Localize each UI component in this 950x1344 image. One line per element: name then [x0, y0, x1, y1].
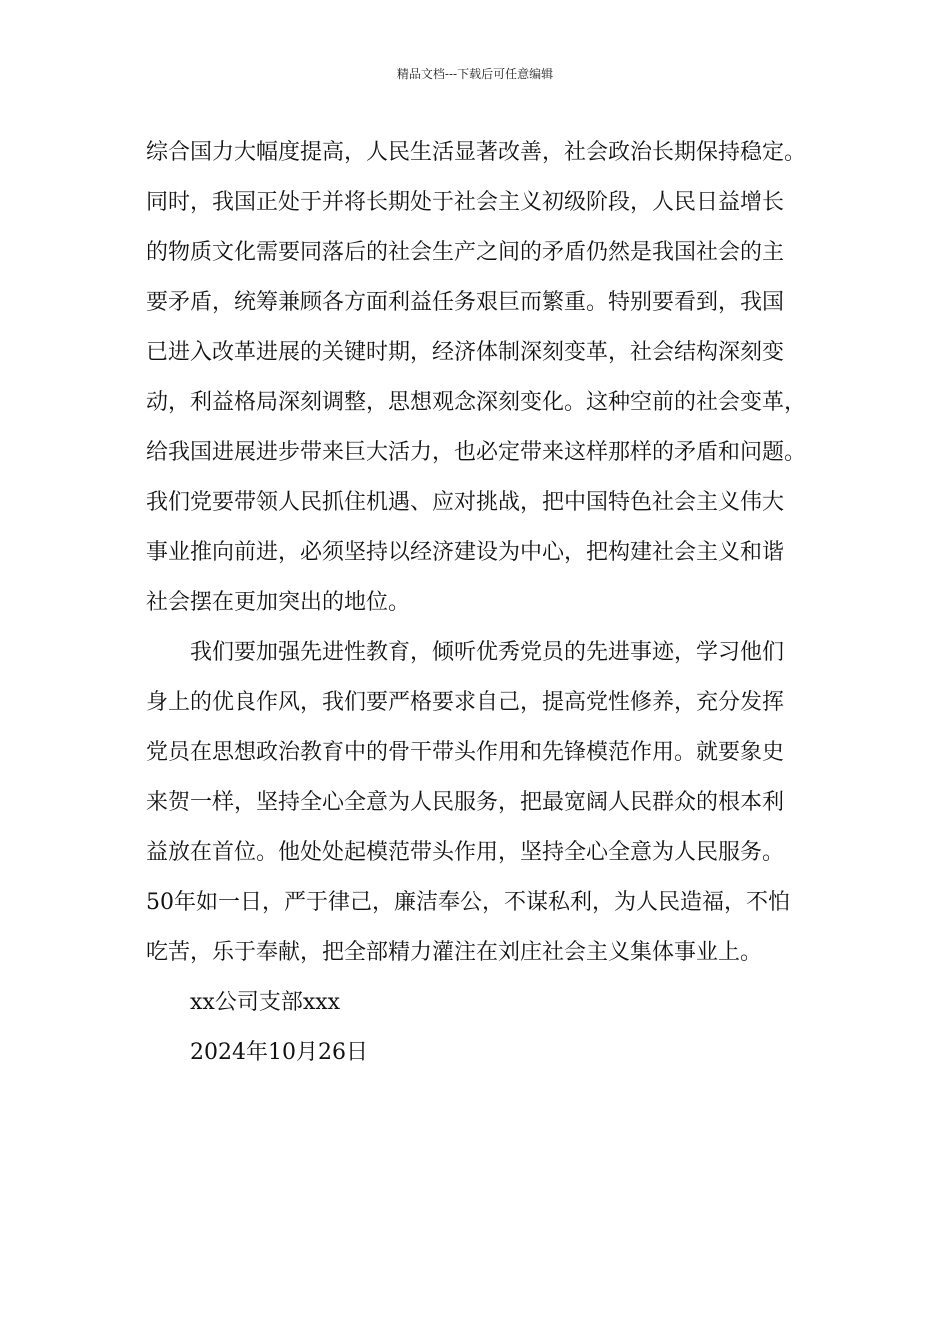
text-line: 综合国力大幅度提高，人民生活显著改善，社会政治长期保持稳定。 [146, 140, 807, 165]
text-line: 要矛盾，统筹兼顾各方面利益任务艰巨而繁重。特别要看到，我国 [146, 290, 785, 315]
signature-org: xx公司支部xxx [190, 990, 341, 1015]
text-line: 益放在首位。他处处起模范带头作用，坚持全心全意为人民服务。 [146, 840, 785, 865]
text-line: 事业推向前进，必须坚持以经济建设为中心，把构建社会主义和谐 [146, 540, 785, 565]
text-line: 社会摆在更加突出的地位。 [146, 590, 411, 615]
text-line: 给我国进展进步带来巨大活力，也必定带来这样那样的矛盾和问题。 [146, 440, 807, 465]
signature-block [146, 978, 836, 1078]
signature-date: 2024年10月26日 [190, 1040, 368, 1065]
paragraph-2 [146, 628, 836, 978]
text-line: 吃苦，乐于奉献，把全部精力灌注在刘庄社会主义集体事业上。 [146, 940, 763, 965]
text-line: 50年如一日，严于律己，廉洁奉公，不谋私利，为人民造福，不怕 [146, 890, 790, 915]
text-line: 我们党要带领人民抓住机遇、应对挑战，把中国特色社会主义伟大 [146, 490, 785, 515]
text-line: 我们要加强先进性教育，倾听优秀党员的先进事迹，学习他们 [190, 640, 785, 665]
text-line: 动，利益格局深刻调整，思想观念深刻变化。这种空前的社会变革， [146, 390, 807, 415]
text-line: 来贺一样，坚持全心全意为人民服务，把最宽阔人民群众的根本利 [146, 790, 785, 815]
document-body [146, 128, 836, 1078]
text-line: 的物质文化需要同落后的社会生产之间的矛盾仍然是我国社会的主 [146, 240, 785, 265]
paragraph-1 [146, 128, 836, 628]
text-line: 同时，我国正处于并将长期处于社会主义初级阶段，人民日益增长 [146, 190, 785, 215]
text-line: 党员在思想政治教育中的骨干带头作用和先锋模范作用。就要象史 [146, 740, 785, 765]
text-line: 身上的优良作风，我们要严格要求自己，提高党性修养，充分发挥 [146, 690, 785, 715]
text-line: 已进入改革进展的关键时期，经济体制深刻变革，社会结构深刻变 [146, 340, 785, 365]
page-header: 精品文档---下载后可任意编辑 [396, 67, 554, 81]
